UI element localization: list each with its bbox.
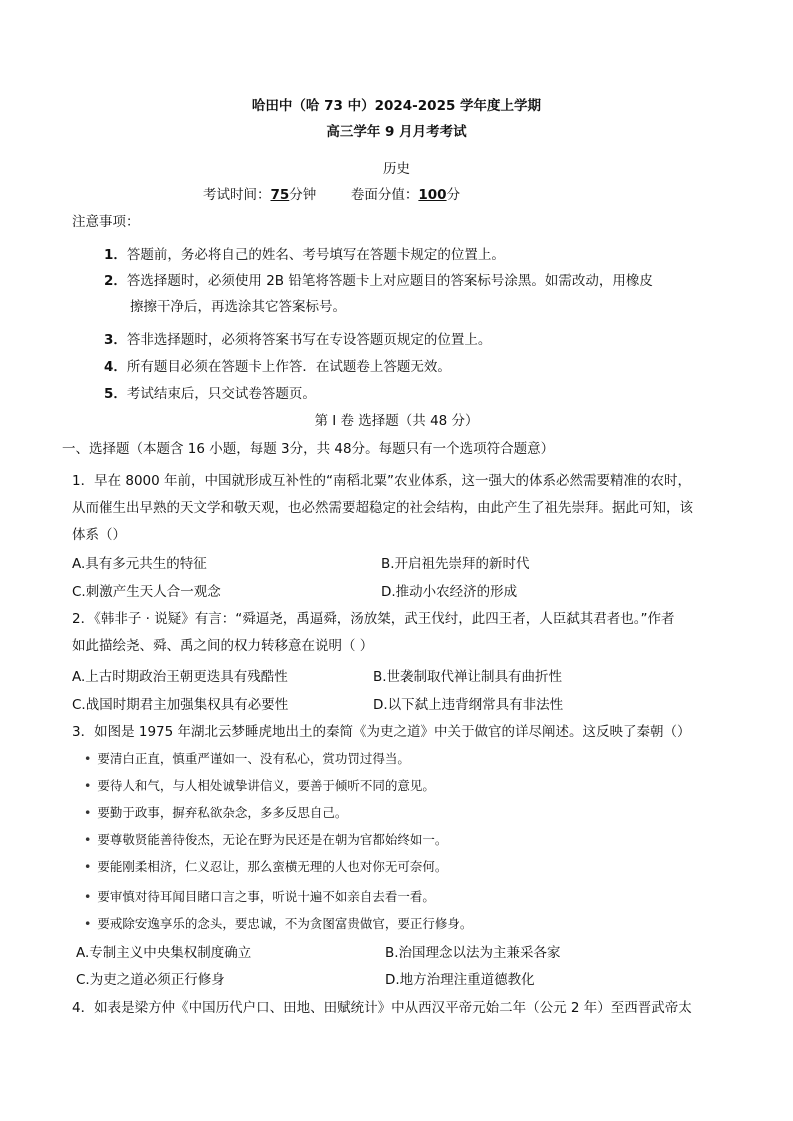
section-title: 第 I 卷 选择题（共 48 分）: [314, 413, 479, 429]
quote-bullet: • 要尊敬贤能善待俊杰，无论在野为民还是在朝为官都始终如一。: [84, 831, 447, 849]
question-1-option-c: C.刺激产生天人合一观念: [72, 584, 221, 600]
time-label: 考试时间：: [203, 187, 271, 203]
question-1-line: 从而催生出早熟的天文学和敬天观，也必然需要超稳定的社会结构，由此产生了祖先崇拜。据此可知，该: [72, 500, 693, 516]
time-value: 75: [270, 187, 290, 203]
school-line: 哈田中（哈 73 中）2024-2025 学年度上学期: [251, 98, 542, 114]
question-2-line: 2．《韩非子 · 说疑》有言：“舜逼尧，禹逼舜，汤放桀，武王伐纣，此四王者，人臣弑其君者也。”作者: [72, 611, 675, 627]
note-item: 3．答非选择题时，必须将答案书写在专设答题页规定的位置上。: [104, 332, 492, 348]
question-1-option-d: D.推动小农经济的形成: [381, 584, 518, 600]
question-2-option-b: B.世袭制取代禅让制具有曲折性: [373, 669, 563, 685]
quote-bullet: • 要勤于政事，摒弃私欲杂念，多多反思自己。: [84, 804, 347, 822]
subject-title: 历史: [383, 161, 410, 177]
quote-bullet: • 要能刚柔相济，仁义忍让，那么蛮横无理的人也对你无可奈何。: [84, 858, 447, 876]
question-3-option-c: C.为吏之道必须正行修身: [76, 972, 225, 988]
exam-title: 高三学年 9 月月考考试: [326, 124, 467, 140]
score-label: 卷面分值：: [350, 187, 419, 203]
question-2-option-c: C.战国时期君主加强集权具有必要性: [72, 697, 289, 713]
quote-bullet: • 要戒除安逸享乐的念头，要忠诚，不为贪图富贵做官，要正行修身。: [84, 915, 472, 933]
question-4-line: 4．如表是梁方仲《中国历代户口、田地、田赋统计》中从西汉平帝元始二年（公元 2 年）至西晋武帝太: [72, 1000, 692, 1016]
quote-bullet: • 要清白正直，慎重严谨如一、没有私心，赏功罚过得当。: [84, 750, 410, 768]
question-2-option-d: D.以下弑上违背纲常具有非法性: [373, 697, 564, 713]
quote-bullet: • 要待人和气，与人相处诚挚讲信义，要善于倾听不同的意见。: [84, 777, 435, 795]
question-1-option-b: B.开启祖先崇拜的新时代: [381, 556, 530, 572]
question-2-line: 如此描绘尧、舜、禹之间的权力转移意在说明（ ）: [72, 638, 374, 654]
question-1-line: 体系（）: [72, 527, 126, 543]
exam-info: [203, 186, 460, 204]
question-3-option-a: A.专制主义中央集权制度确立: [76, 945, 252, 961]
question-2-option-a: A.上古时期政治王朝更迭具有残酷性: [72, 669, 288, 685]
score-unit: 分: [446, 187, 461, 203]
notes-title: 注意事项：: [72, 214, 140, 230]
note-item: 5．考试结束后，只交试卷答题页。: [104, 386, 316, 402]
question-1-line: 1．早在 8000 年前，中国就形成互补性的“南稻北粟”农业体系，这一强大的体系必然需要精准的农时，: [72, 473, 692, 489]
note-item: 2．答选择题时，必须使用 2B 铅笔将答题卡上对应题目的答案标号涂黑。如需改动，用橡皮: [104, 273, 653, 289]
note-item-continuation: 擦擦干净后，再选涂其它答案标号。: [130, 299, 346, 315]
question-3-option-b: B.治国理念以法为主兼采各家: [385, 945, 561, 961]
time-unit: 分钟: [289, 187, 317, 203]
question-3-option-d: D.地方治理注重道德教化: [385, 972, 535, 988]
score-value: 100: [418, 187, 447, 203]
section-instruction: 一、选择题（本题含 16 小题，每题 3分，共 48分。每题只有一个选项符合题意）: [62, 441, 555, 457]
question-3-line: 3．如图是 1975 年湖北云梦睡虎地出土的秦简《为吏之道》中关于做官的详尽阐述。这反映了秦朝（）: [72, 724, 691, 740]
note-item: 4．所有题目必须在答题卡上作答．在试题卷上答题无效。: [104, 359, 451, 375]
note-item: 1．答题前，务必将自己的姓名、考号填写在答题卡规定的位置上。: [104, 247, 505, 263]
quote-bullet: • 要审慎对待耳闻目睹口言之事，听说十遍不如亲自去看一看。: [84, 888, 435, 906]
question-1-option-a: A.具有多元共生的特征: [72, 556, 207, 572]
